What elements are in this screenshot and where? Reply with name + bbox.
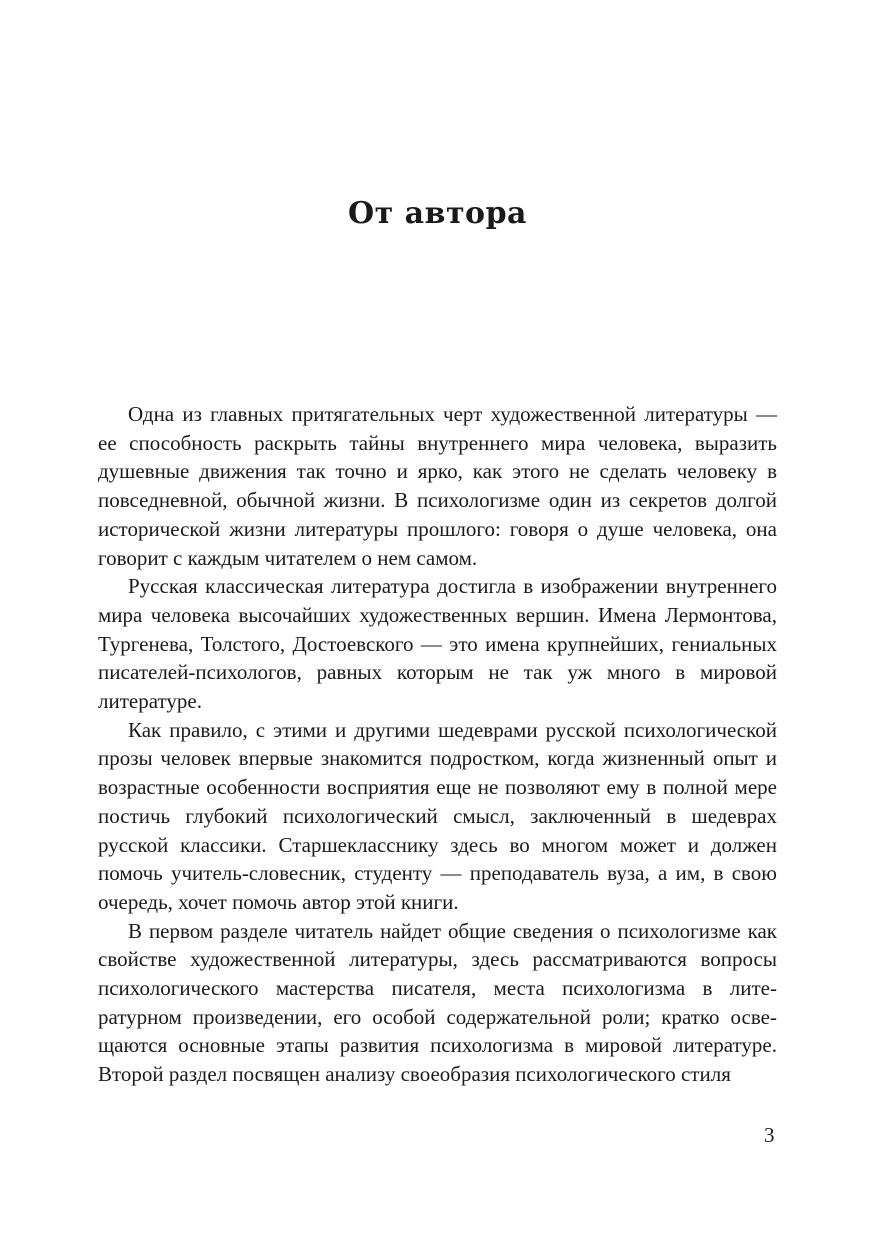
paragraph-3: Как правило, с этими и другими шедеврами русской психологической прозы человек впервые знакомится подростком, когда жизненный опыт и возрастные особенности восприятия еще не позволяют ему в полной мере постичь глубокий психологический смысл, заключенный в шедеврах русской классики. Старшекласснику здесь во многом может и должен помочь учитель-словесник, студенту — преподаватель вуза, а им, в свою очередь, хочет помочь автор этой книги. [98,717,777,914]
page-number: 3 [764,1123,775,1147]
paragraph-2: Русская классическая литература достигла в изображении внутреннего мира человека высочайших художественных вершин. Имена Лермонтова, Тургенева, Толстого, Достоевского — это имена крупнейших, гениальных писателей-психологов, равных которым не так уж много в мировой литературе. [98,574,777,714]
paragraph-4: В первом разделе читатель найдет общие сведения о психологизме как свойстве художественной литературы, здесь рассматриваются вопросы психологического мастерства писателя, места психологизма в литературном произведении, его особой содержательной роли; кратко освещаются основные этапы развития психологизма в мировой литературе. Второй раздел посвящен анализу своеобразия психологического стиля [98,918,777,1087]
paragraph-1: Одна из главных притягательных черт художественной литературы — ее способность раскрыть тайны внутреннего мира человека, выразить душевные движения так точно и ярко, как этого не сделать человеку в повседневной, обычной жизни. В психологизме один из секретов долгой исторической жизни литературы прошлого: говоря о душе человека, она говорит с каждым читателем о нем самом. [98,402,777,570]
page-title: От автора [348,196,527,231]
body-text [98,400,777,1089]
